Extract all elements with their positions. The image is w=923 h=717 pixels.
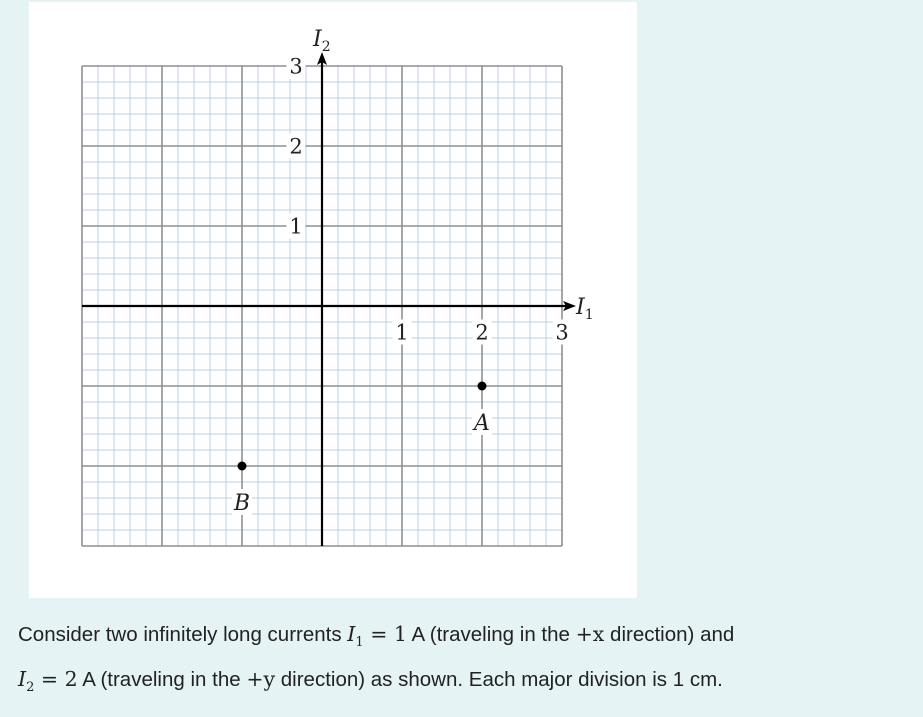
y-axis-label-i2-subscript: 2 [321,39,331,55]
x-tick-label-2: 2 [475,320,489,345]
current-i2-value: = 2 [34,667,78,692]
caption-text-3: direction) and [604,623,735,646]
point-b-label: B [233,490,251,516]
y-axis-label-i2: $I_2$ [313,27,331,55]
caption-text-1: Consider two infinitely long currents [18,623,348,646]
x-tick-label-1: 1 [395,320,409,345]
current-i2-symbol: $I_2$ [18,667,35,696]
point-b-dot [238,462,247,471]
caption-text-5: direction) as shown. Each major division is 1 cm. [275,668,723,692]
caption-line-1 [18,616,908,661]
point-a-label: A [474,410,490,436]
caption-text-4: A (traveling in the [77,668,247,692]
points [238,382,487,471]
axes [82,52,576,546]
x-tick-label-3: 3 [555,320,569,345]
coordinate-grid-diagram [29,2,637,598]
y-tick-label-2: 2 [289,134,303,159]
figure-panel [29,2,637,598]
y-tick-label-1: 1 [289,214,303,239]
direction-plus-y: +y [246,667,276,692]
direction-plus-x: +x [575,622,605,646]
current-i1-value: = 1 [363,622,407,646]
tick-labels [232,27,593,516]
x-axis-label-i1: $I_1$ [576,295,594,323]
caption-text-2: A (traveling in the [406,623,576,646]
x-axis-label-i1-subscript: 1 [584,307,594,323]
current-i1-symbol: $I_1$ [347,622,364,651]
problem-caption [18,616,908,706]
point-a-dot [478,382,487,391]
y-tick-label-3: 3 [289,54,303,79]
caption-line-2 [18,661,908,706]
